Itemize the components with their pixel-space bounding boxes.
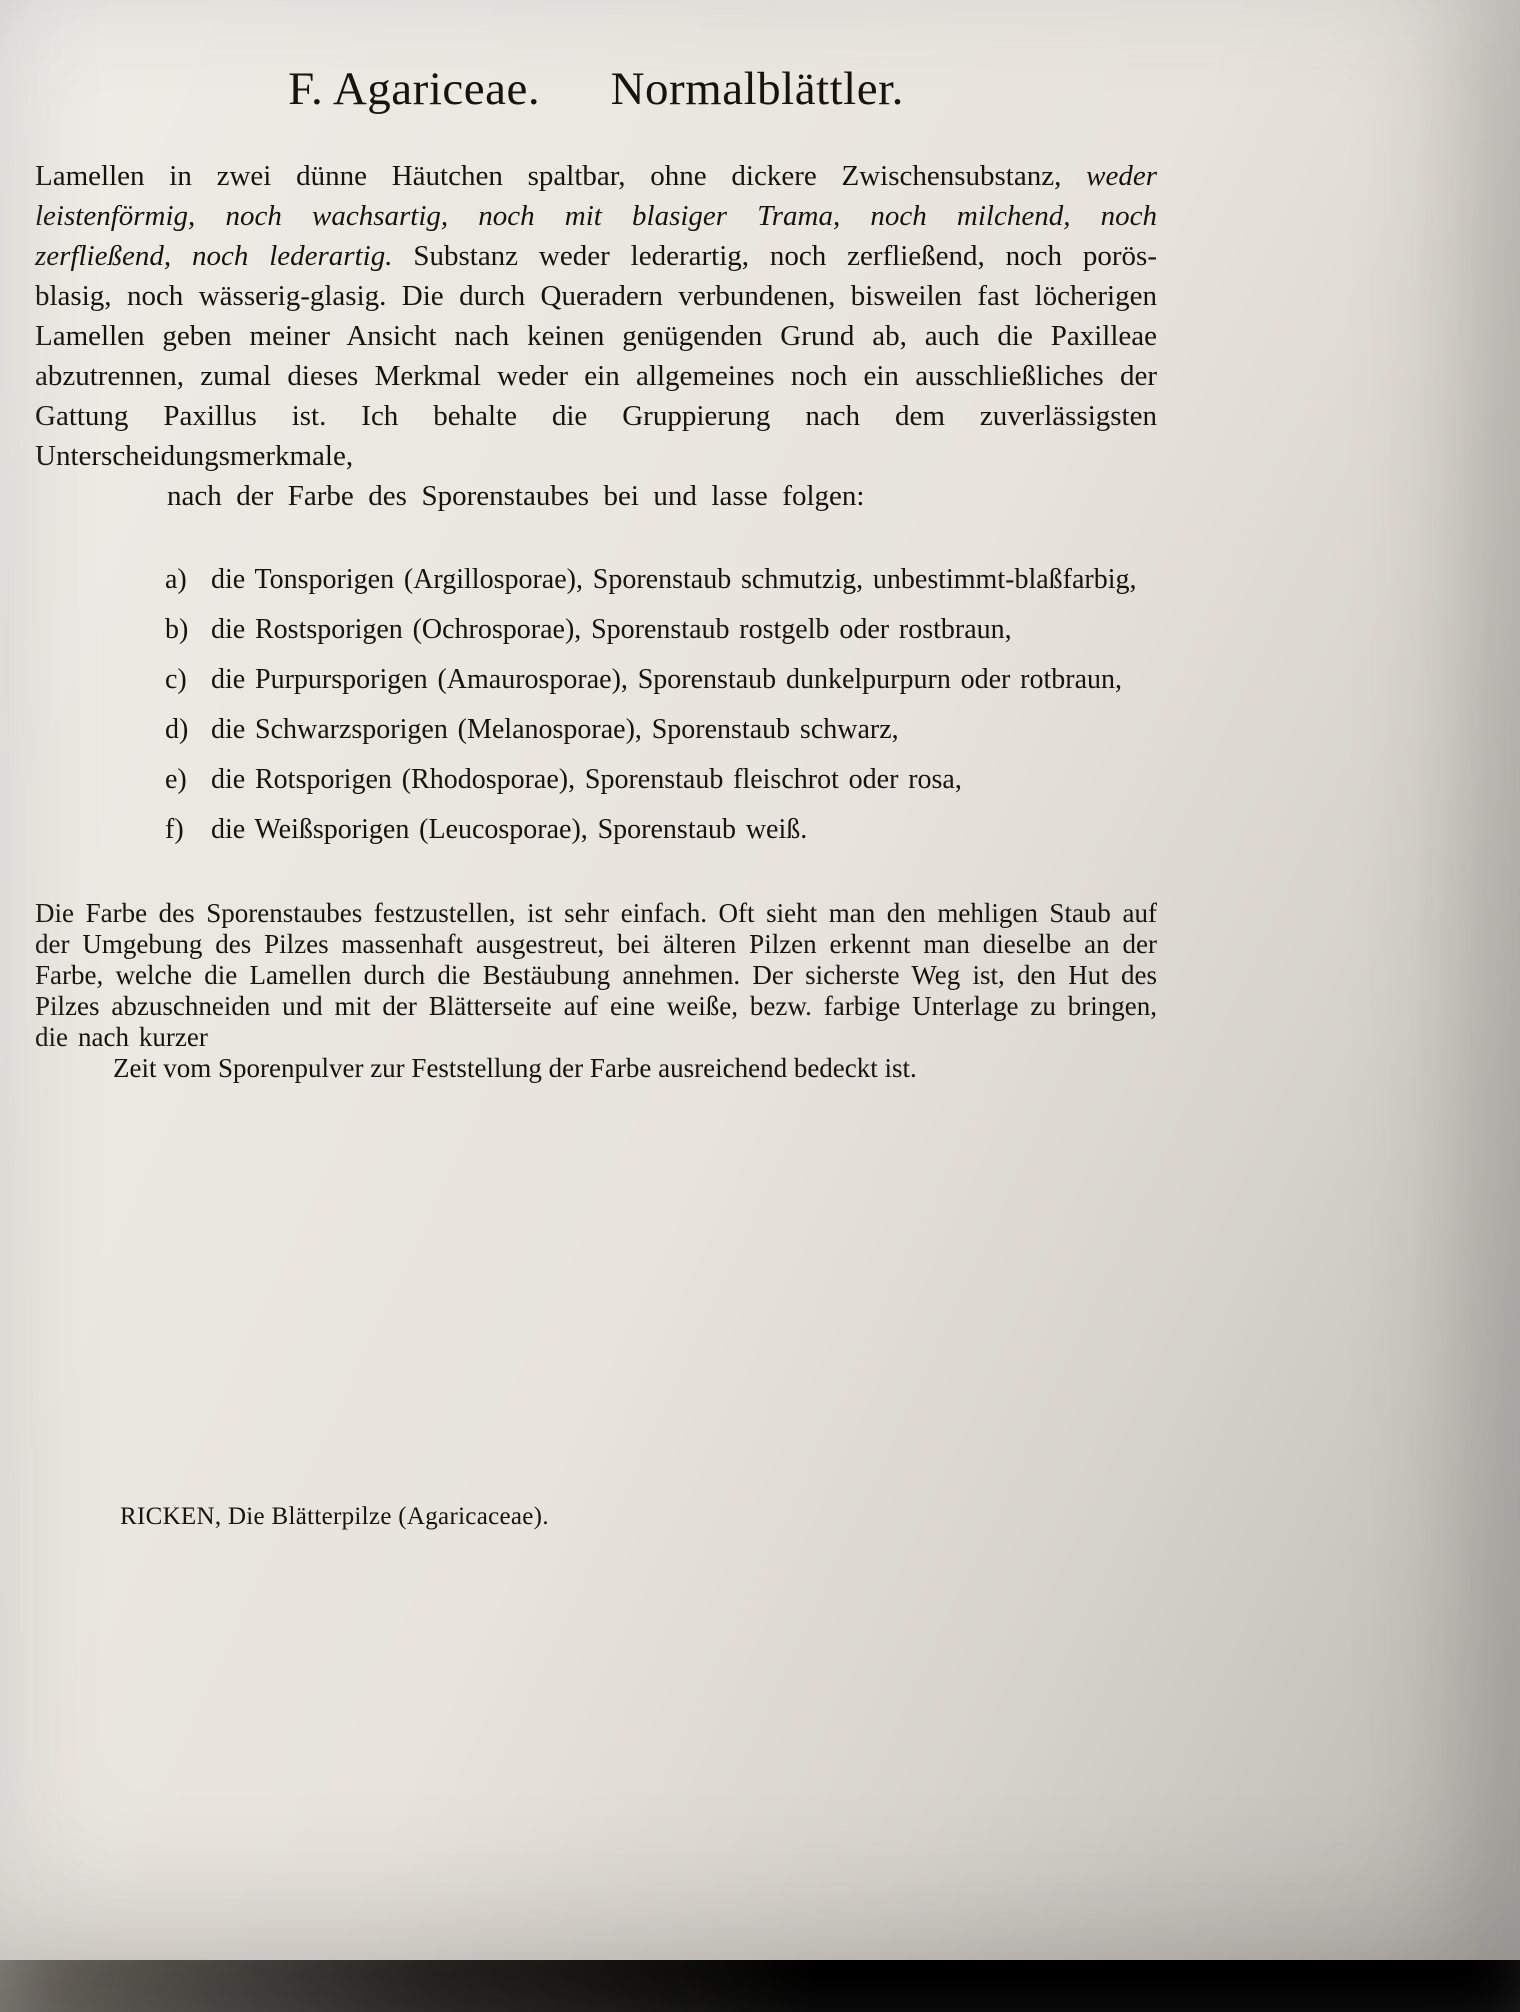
list-item-d-label: d): [165, 714, 189, 745]
list-item-a-label: a): [165, 564, 187, 595]
list-item-c-label: c): [165, 664, 187, 695]
list-item-f-text: die Weißsporigen (Leucosporae), Sporenstaub weiß.: [211, 814, 808, 845]
scan-edge-band: [0, 1960, 1520, 2012]
list-item-b-text: die Rostsporigen (Ochrosporae), Sporenstaub rostgelb oder rostbraun,: [211, 614, 1012, 645]
list-item-a-text: die Tonsporigen (Argillosporae), Sporenstaub schmutzig, unbestimmt-blaßfarbig,: [211, 564, 1137, 595]
list-item-b: [165, 610, 1157, 650]
spore-group-list: [165, 560, 1157, 850]
list-item-c: [165, 660, 1157, 700]
list-item-f-label: f): [165, 814, 184, 845]
page-title: [35, 0, 1157, 116]
scanned-page-content: [35, 0, 1157, 1084]
intro-segment-regular-1: Lamellen in zwei dünne Häutchen spaltbar, ohne dickere Zwischensubstanz,: [35, 160, 1087, 192]
page-title-part-1: F. Agariceae.: [288, 63, 541, 115]
method-paragraph: Die Farbe des Sporenstaubes festzustellen, ist sehr einfach. Oft sieht man den mehligen Staub auf der Umgebung des Pilzes massenhaft ausgestreut, bei älteren Pilzen erkennt man dieselbe an der Farbe, welche die Lamellen durch die Bestäubung annehmen. Der sicherste Weg ist, den Hut des Pilzes abzuschneiden und mit der Blätterseite auf eine weiße, bezw. farbige Unterlage zu bringen, die nach kurzer: [35, 898, 1157, 1052]
list-item-b-label: b): [165, 614, 189, 645]
page-title-part-2: Normalblättler.: [610, 63, 904, 115]
list-item-d-text: die Schwarzsporigen (Melanosporae), Sporenstaub schwarz,: [211, 714, 899, 745]
list-item-e-label: e): [165, 764, 187, 795]
list-item-c-text: die Purpursporigen (Amaurosporae), Sporenstaub dunkelpurpurn oder rotbraun,: [211, 664, 1123, 695]
list-item-d: [165, 710, 1157, 750]
running-footer: RICKEN, Die Blätterpilze (Agaricaceae).: [120, 1503, 549, 1530]
list-item-a: [165, 560, 1157, 600]
intro-segment-regular-2: Substanz weder lederartig, noch zerfließend, noch porös-blasig, noch wässerig-glasig. Die durch Queradern verbundenen, bisweilen fast löcherigen Lamellen geben meiner Ansicht nach keinen genügenden Grund ab, auch die Paxilleae abzutrennen, zumal dieses Merkmal weder ein allgemeines noch ein ausschließliches der Gattung Paxillus ist. Ich behalte die Gruppierung nach dem zuverlässigsten Unterscheidungsmerkmale,: [35, 240, 1157, 472]
list-item-e: [165, 760, 1157, 800]
intro-segment-italic: weder leistenförmig, noch wachsartig, noch mit blasiger Trama, noch milchend, noch zerfließend, noch lederartig.: [35, 160, 1157, 272]
intro-paragraph: [35, 156, 1157, 476]
list-item-e-text: die Rotsporigen (Rhodosporae), Sporenstaub fleischrot oder rosa,: [211, 764, 962, 795]
intro-closing-line: nach der Farbe des Sporenstaubes bei und lasse folgen:: [167, 480, 865, 512]
list-item-f: [165, 810, 1157, 850]
method-paragraph-closing-line: Zeit vom Sporenpulver zur Feststellung der Farbe ausreichend bedeckt ist.: [113, 1053, 917, 1083]
